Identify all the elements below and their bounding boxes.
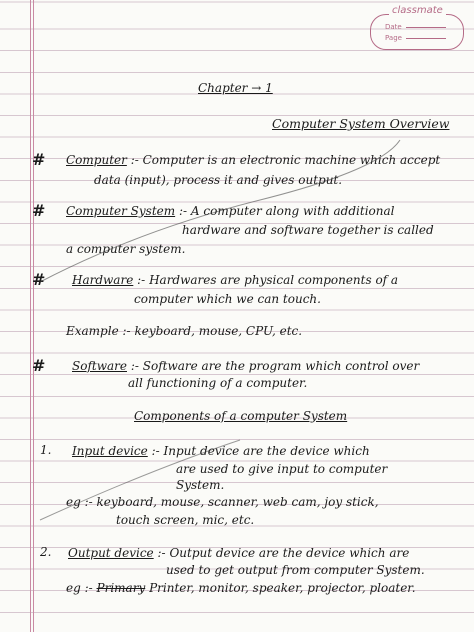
- pen-stroke: [40, 140, 400, 282]
- component-number: 1.: [40, 443, 52, 457]
- pen-stroke: [40, 440, 240, 520]
- input-device-examples: eg :- keyboard, mouse, scanner, web cam, joy stick,: [66, 495, 379, 509]
- definition-line: used to get output from computer System.: [166, 563, 425, 577]
- hardware-example: Example :- keyboard, mouse, CPU, etc.: [66, 324, 303, 338]
- definition-hardware: Hardware :- Hardwares are physical components of a: [72, 273, 399, 287]
- date-label: Date: [385, 23, 402, 31]
- hash-bullet: #: [32, 356, 46, 375]
- definition-line: System.: [176, 478, 225, 492]
- definition-computer: Computer :- Computer is an electronic machine which accept: [66, 153, 441, 167]
- definition-line: hardware and software together is called: [182, 223, 434, 237]
- definition-line: data (input), process it and gives output.: [94, 173, 343, 187]
- definition-line: touch screen, mic, etc.: [116, 513, 255, 527]
- component-number: 2.: [40, 545, 52, 559]
- definition-output-device: Output device :- Output device are the device which are: [68, 546, 410, 560]
- definition-computer-system: Computer System :- A computer along with additional: [66, 204, 395, 218]
- components-heading: Components of a computer System: [134, 409, 348, 423]
- definition-line: are used to give input to computer: [176, 462, 388, 476]
- definition-input-device: Input device :- Input device are the device which: [72, 444, 370, 458]
- chapter-heading: Chapter → 1: [198, 81, 273, 95]
- definition-line: computer which we can touch.: [134, 292, 321, 306]
- definition-software: Software :- Software are the program which control over: [72, 359, 420, 373]
- definition-line: a computer system.: [66, 242, 186, 256]
- brand-name: classmate: [389, 5, 446, 16]
- output-device-examples: eg :- Primary Printer, monitor, speaker, projector, ploater.: [66, 581, 416, 595]
- hash-bullet: #: [32, 201, 46, 220]
- hash-bullet: #: [32, 270, 46, 289]
- hash-bullet: #: [32, 150, 46, 169]
- page-title: Computer System Overview: [272, 116, 450, 131]
- definition-line: all functioning of a computer.: [128, 376, 308, 390]
- page-label: Page: [385, 34, 402, 42]
